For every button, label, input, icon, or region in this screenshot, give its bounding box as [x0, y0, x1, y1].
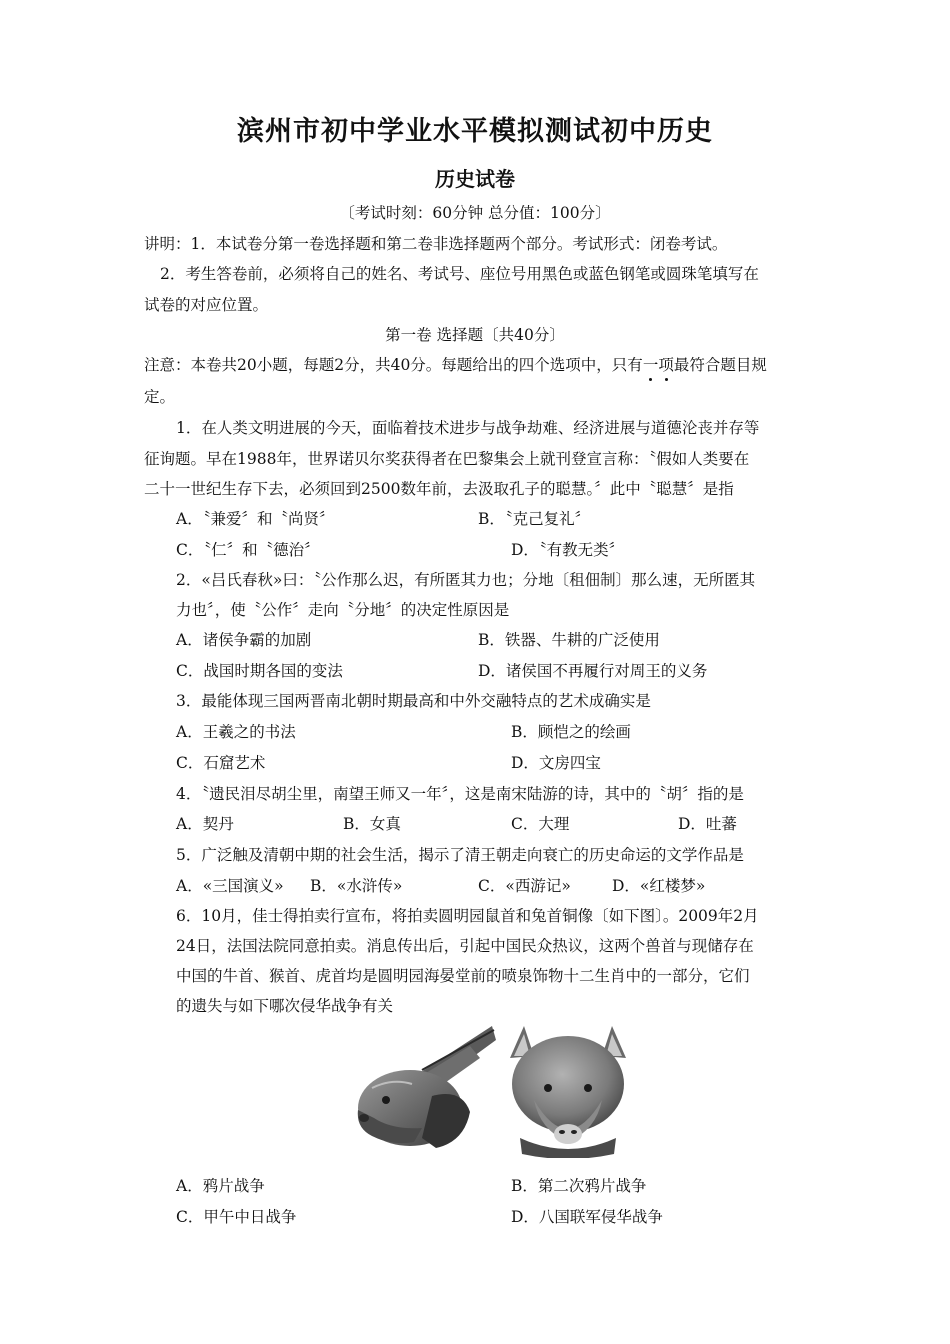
question-6-option-a: A．鸦片战争	[176, 1177, 265, 1195]
question-2-option-a: A．诸侯争霸的加剧	[176, 631, 312, 649]
question-4-option-d: D．吐蕃	[678, 815, 737, 833]
question-1-line-3: 二十一世纪生存下去，必须回到2500数年前，去汲取孔子的聪慧。〞此中〝聪慧〞是指	[144, 480, 734, 498]
instructions-line-2: 2．考生答卷前，必须将自己的姓名、考试号、座位号用黑色或蓝色钢笔或圆珠笔填写在	[160, 265, 759, 283]
question-4-line-1: 4．〝遗民泪尽胡尘里，南望王师又一年〞，这是南宋陆游的诗，其中的〝胡〞指的是	[176, 785, 744, 803]
question-4-option-c: C．大理	[511, 815, 570, 833]
instructions-line-3: 试卷的对应位置。	[144, 296, 269, 314]
rabbit-head-bronze-image	[352, 1018, 498, 1158]
page-title: 滨州市初中学业水平模拟测试初中历史	[237, 116, 713, 147]
question-5-option-b: B．«水浒传»	[310, 877, 403, 895]
section-note-line-2: 定。	[144, 388, 176, 406]
question-1-option-d: D．〝有教无类〞	[511, 541, 625, 559]
question-1-option-c: C．〝仁〞和〝德治〞	[176, 541, 320, 559]
question-4-option-b: B．女真	[343, 815, 401, 833]
question-2-option-b: B．铁器、牛耕的广泛使用	[478, 631, 660, 649]
question-5-line-1: 5．广泛触及清朝中期的社会生活，揭示了清王朝走向衰亡的历史命运的文学作品是	[176, 846, 744, 864]
question-6-option-d: D．八国联军侵华战争	[511, 1208, 663, 1226]
instructions-line-1: 讲明：1．本试卷分第一卷选择题和第二卷非选择题两个部分。考试形式：闭卷考试。	[144, 235, 728, 253]
rat-head-icon	[504, 1018, 632, 1158]
section-note-prefix: 注意：本卷共20小题，每题2分，共40分。每题给出的四个选项中，只有	[144, 356, 643, 374]
question-6-option-c: C．甲午中日战争	[176, 1208, 297, 1226]
rabbit-head-icon	[352, 1018, 498, 1158]
question-3-option-a: A．王羲之的书法	[176, 723, 296, 741]
question-6-option-b: B．第二次鸦片战争	[511, 1177, 647, 1195]
question-5-option-a: A．«三国演义»	[176, 877, 284, 895]
question-2-option-d: D．诸侯国不再履行对周王的义务	[478, 662, 708, 680]
section-note	[144, 355, 767, 375]
question-2-line-2: 力也〞，使〝公作〞走向〝分地〞的决定性原因是	[176, 601, 510, 619]
question-1-line-1: 1．在人类文明进展的今天，面临着技术进步与战争劫难、经济进展与道德沦丧并存等	[176, 419, 760, 437]
question-6-line-2: 24日，法国法院同意拍卖。消息传出后，引起中国民众热议，这两个兽首与现储存在	[176, 937, 754, 955]
question-6-line-1: 6．10月，佳士得拍卖行宣布，将拍卖圆明园鼠首和兔首铜像〔如下图〕。2009年2月	[176, 907, 759, 925]
question-6-line-4: 的遗失与如下哪次侵华战争有关	[176, 997, 394, 1015]
question-2-line-1: 2．«吕氏春秋»曰：〝公作那么迟，有所匿其力也；分地〔租佃制〕那么速，无所匿其	[176, 571, 756, 589]
question-5-option-d: D．«红楼梦»	[612, 877, 706, 895]
emphasis-char-2: 项	[658, 356, 674, 374]
question-2-option-c: C．战国时期各国的变法	[176, 662, 343, 680]
question-1-option-a: A．〝兼爱〞和〝尚贤〞	[176, 510, 335, 528]
question-3-line-1: 3．最能体现三国两晋南北朝时期最高和中外交融特点的艺术成确实是	[176, 692, 651, 710]
question-4-option-a: A．契丹	[176, 815, 234, 833]
question-3-option-c: C．石窟艺术	[176, 754, 266, 772]
question-3-option-b: B．顾恺之的绘画	[511, 723, 631, 741]
rat-head-bronze-image	[504, 1018, 632, 1158]
question-5-option-c: C．«西游记»	[478, 877, 571, 895]
question-1-option-b: B．〝克己复礼〞	[478, 510, 591, 528]
section-note-suffix: 最符合题目规	[673, 356, 767, 374]
question-1-line-2: 征询题。早在1988年，世界诺贝尔奖获得者在巴黎集会上就刊登宣言称：〝假如人类要在	[144, 450, 750, 468]
emphasis-char-1: 一	[642, 356, 659, 374]
question-3-option-d: D．文房四宝	[511, 754, 601, 772]
page-subtitle: 历史试卷	[435, 167, 515, 191]
question-6-line-3: 中国的牛首、猴首、虎首均是圆明园海晏堂前的喷泉饰物十二生肖中的一部分，它们	[176, 967, 750, 985]
section-heading: 第一卷 选择题〔共40分〕	[385, 326, 565, 344]
exam-info: 〔考试时刻：60分钟 总分值：100分〕	[339, 204, 611, 222]
